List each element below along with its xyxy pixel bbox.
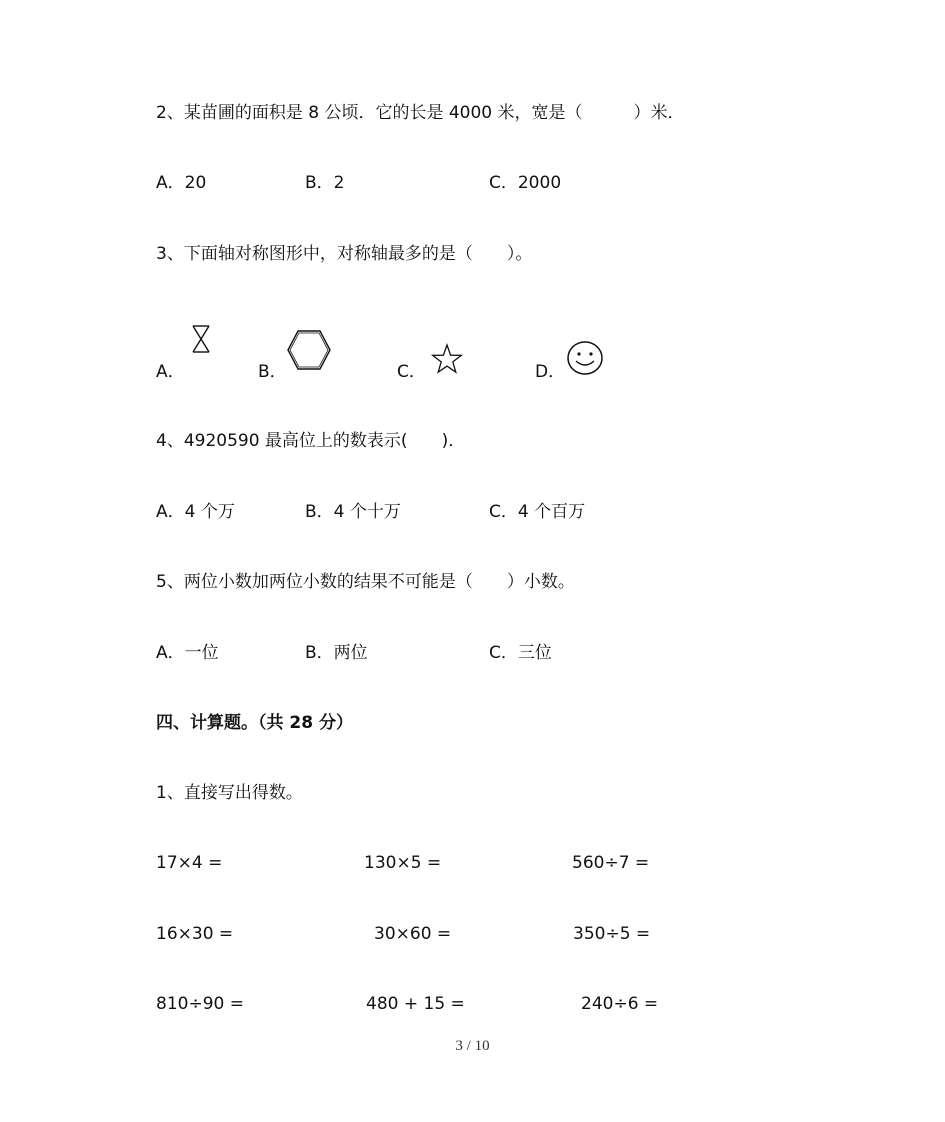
question-4-stem: 4、4920590 最高位上的数表示( )．: [156, 431, 466, 451]
calc-item: 560÷7 =: [572, 853, 650, 873]
section-4-title: 四、计算题。（共 28 分）: [156, 713, 353, 733]
calc-item: 810÷90 =: [156, 994, 244, 1014]
calc-item: 130×5 =: [364, 853, 442, 873]
calc-item: 17×4 =: [156, 853, 223, 873]
calc-item: 240÷6 =: [581, 994, 659, 1014]
question-2-option-c: C．2000: [489, 173, 562, 193]
calc-item: 16×30 =: [156, 924, 234, 944]
calc-item: 350÷5 =: [573, 924, 651, 944]
question-5-stem: 5、两位小数加两位小数的结果不可能是（ ）小数。: [156, 572, 575, 592]
question-3-option-a-label: A．: [156, 362, 185, 382]
calc-item: 480 + 15 =: [366, 994, 465, 1014]
question-5-option-b: B．两位: [305, 643, 368, 663]
question-2-option-a: A．20: [156, 173, 207, 193]
question-2-stem: 2、某苗圃的面积是 8 公顷．它的长是 4000 米，宽是（ ）米．: [156, 103, 685, 123]
star-icon: [430, 343, 464, 375]
hexagon-icon: [286, 329, 332, 371]
hourglass-icon: [190, 324, 212, 354]
question-2-option-b: B．2: [305, 173, 345, 193]
question-3-option-c-label: C．: [397, 362, 426, 382]
question-5-option-c: C．三位: [489, 643, 552, 663]
question-4-option-b: B．4 个十万: [305, 502, 401, 522]
calc-1-stem: 1、直接写出得数。: [156, 783, 303, 803]
page-number: 3 / 10: [455, 1038, 490, 1054]
question-4-option-a: A．4 个万: [156, 502, 235, 522]
question-5-option-a: A．一位: [156, 643, 219, 663]
question-3-stem: 3、下面轴对称图形中，对称轴最多的是（ ）。: [156, 244, 533, 264]
question-4-option-c: C．4 个百万: [489, 502, 586, 522]
calc-item: 30×60 =: [374, 924, 452, 944]
question-3-option-d-label: D．: [535, 362, 566, 382]
smiley-face-icon: [566, 340, 604, 376]
question-3-option-b-label: B．: [258, 362, 287, 382]
